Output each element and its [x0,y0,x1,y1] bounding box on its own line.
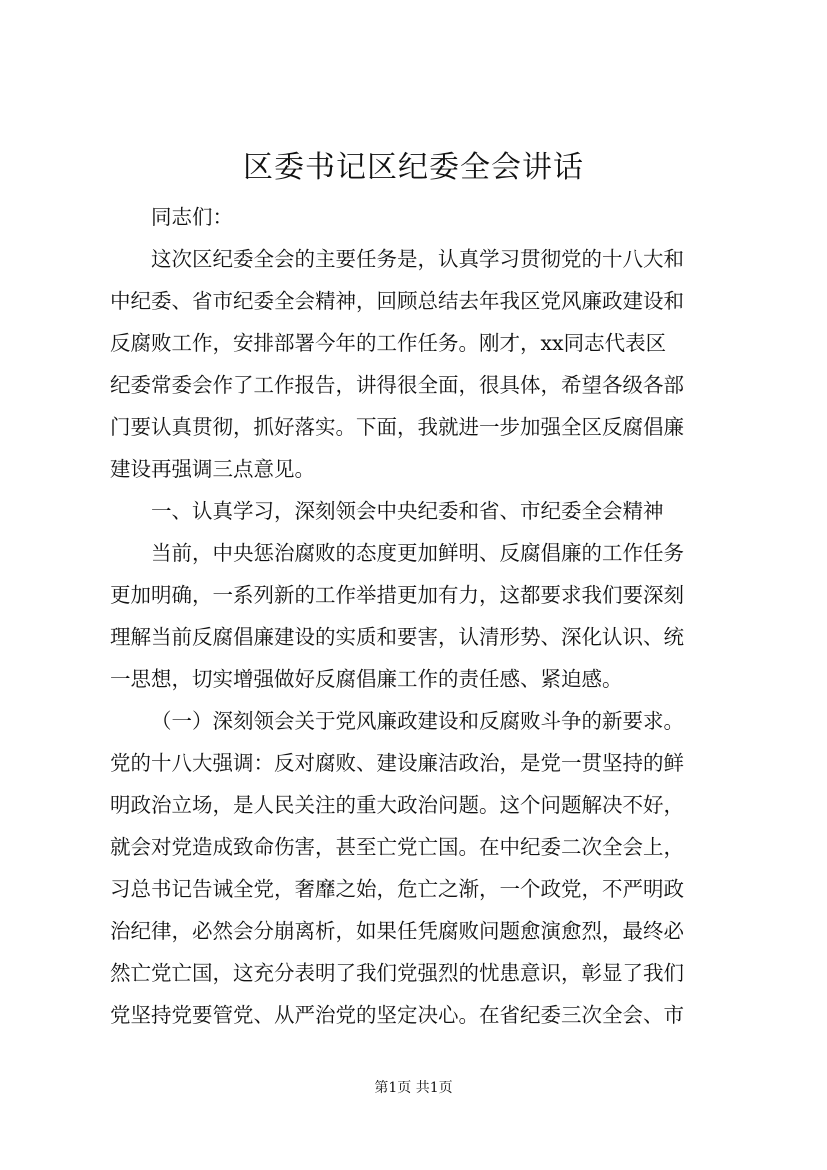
paragraph-line: 当前，中央惩治腐败的态度更加鲜明、反腐倡廉的工作任务 [151,541,684,565]
document-body [110,196,722,1036]
paragraph-line: 中纪委、省市纪委全会精神，回顾总结去年我区党风廉政建设和 [110,289,684,313]
paragraph-line: 党的十八大强调：反对腐败、建设廉洁政治，是党一贯坚持的鲜 [110,751,684,775]
paragraph-line: 这次区纪委全会的主要任务是，认真学习贯彻党的十八大和 [151,247,684,271]
salutation: 同志们： [151,205,233,229]
subsection-heading: （一）深刻领会关于党风廉政建设和反腐败斗争的新要求。 [151,709,684,733]
paragraph-line: 门要认真贯彻，抓好落实。下面，我就进一步加强全区反腐倡廉 [110,415,684,439]
paragraph-line: 一思想，切实增强做好反腐倡廉工作的责任感、紧迫感。 [110,667,623,691]
document-title: 区委书记区纪委全会讲话 [243,150,584,185]
paragraph-line: 明政治立场，是人民关注的重大政治问题。这个问题解决不好， [110,793,684,817]
paragraph-line: 治纪律，必然会分崩离析，如果任凭腐败问题愈演愈烈，最终必 [110,919,684,943]
paragraph-line: 理解当前反腐倡廉建设的实质和要害，认清形势、深化认识、统 [110,625,684,649]
paragraph-line: 习总书记告诫全党，奢靡之始，危亡之渐，一个政党，不严明政 [110,877,684,901]
paragraph-line: 党坚持党要管党、从严治党的坚定决心。在省纪委三次全会、市 [110,1003,684,1027]
paragraph-line: 反腐败工作，安排部署今年的工作任务。刚才，xx同志代表区 [110,331,667,355]
paragraph-line: 就会对党造成致命伤害，甚至亡党亡国。在中纪委二次全会上， [110,835,684,859]
paragraph-line: 建设再强调三点意见。 [110,457,315,481]
paragraph-line: 更加明确，一系列新的工作举措更加有力，这都要求我们要深刻 [110,583,684,607]
page-footer: 第1页 共1页 [374,1080,453,1096]
paragraph-line: 然亡党亡国，这充分表明了我们党强烈的忧患意识，彰显了我们 [110,961,684,985]
section-heading: 一、认真学习，深刻领会中央纪委和省、市纪委全会精神 [151,499,664,523]
paragraph-line: 纪委常委会作了工作报告，讲得很全面，很具体，希望各级各部 [110,373,684,397]
